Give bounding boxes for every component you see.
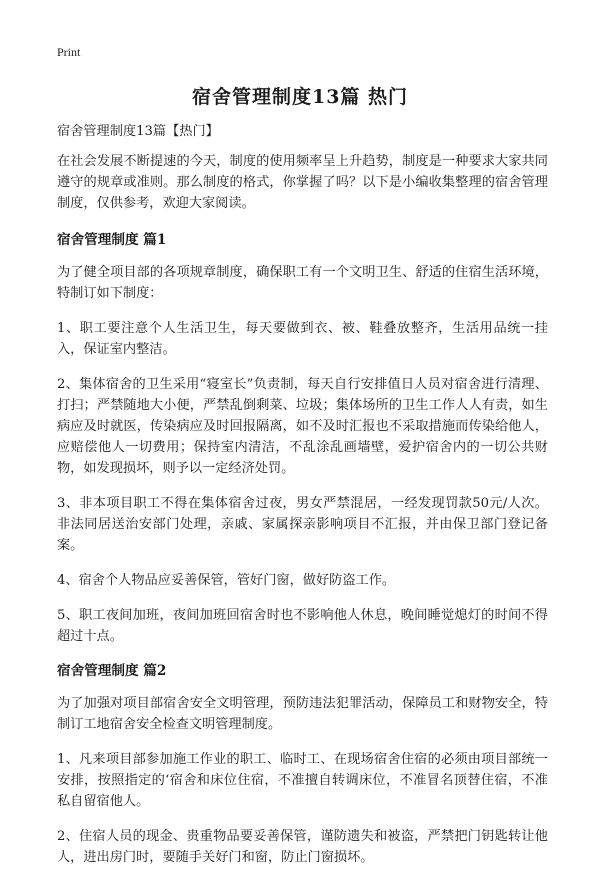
document-subtitle: 宿舍管理制度13篇【热门】 bbox=[57, 124, 219, 139]
section-heading: 宿舍管理制度 篇1 bbox=[57, 232, 167, 248]
paragraph: 2、住宿人员的现金、贵重物品要妥善保管，谨防遗失和被盗，严禁把门钥匙转让他人，进出房门时，要随手关好门和窗，防止门窗损坏。 bbox=[57, 829, 548, 865]
section-heading: 宿舍管理制度 篇2 bbox=[57, 663, 167, 679]
paragraph: 为了健全项目部的各项规章制度，确保职工有一个文明卫生、舒适的住宿生活环境，特制订如下制度： bbox=[57, 265, 548, 301]
paragraph: 1、职工要注意个人生活卫生，每天要做到衣、被、鞋叠放整齐，生活用品统一挂入，保证室内整洁。 bbox=[57, 321, 548, 357]
document-body bbox=[57, 121, 548, 882]
document-title: 宿舍管理制度13篇 热门 bbox=[191, 86, 409, 108]
paragraph: 5、职工夜间加班，夜间加班回宿舍时也不影响他人休息，晚间睡觉熄灯的时间不得超过十点。 bbox=[57, 608, 548, 644]
paragraph: 3、非本项目职工不得在集体宿舍过夜，男女严禁混居，一经发现罚款50元/人次。非法同居送治安部门处理，亲戚、家属探亲影响项目不汇报，并由保卫部门登记备案。 bbox=[57, 496, 548, 553]
paragraph: 2、集体宿舍的卫生采用“寝室长”负责制，每天自行安排值日人员对宿舍进行清理、打扫；严禁随地大小便，严禁乱倒剩菜、垃圾；集体场所的卫生工作人人有责，如生病应及时就医，传染病应及时回报隔离，如不及时汇报也不采取措施而传染给他人，应赔偿他人一切费用；保持室内清洁，不乱涂乱画墙壁，爱护宿舍内的一切公共财物，如发现损坏，则予以一定经济处罚。 bbox=[57, 377, 548, 476]
paragraph: 4、宿舍个人物品应妥善保管，管好门窗，做好防盗工作。 bbox=[57, 573, 396, 588]
paragraph: 1、凡来项目部参加施工作业的职工、临时工、在现场宿舍住宿的必须由项目部统一安排，按照指定的‘宿舍和床位住宿，不准擅自转调床位，不准冒名顶替住宿，不准私自留宿他人。 bbox=[57, 752, 548, 809]
print-link[interactable]: Print bbox=[57, 45, 81, 59]
paragraph: 为了加强对项目部宿舍安全文明管理，预防违法犯罪活动，保障员工和财物安全，特制订工地宿舍安全检查文明管理制度。 bbox=[57, 696, 548, 732]
intro-paragraph: 在社会发展不断提速的今天，制度的使用频率呈上升趋势，制度是一种要求大家共同遵守的规章或准则。那么制度的格式，你掌握了吗？以下是小编收集整理的宿舍管理制度，仅供参考，欢迎大家阅读。 bbox=[57, 154, 548, 211]
